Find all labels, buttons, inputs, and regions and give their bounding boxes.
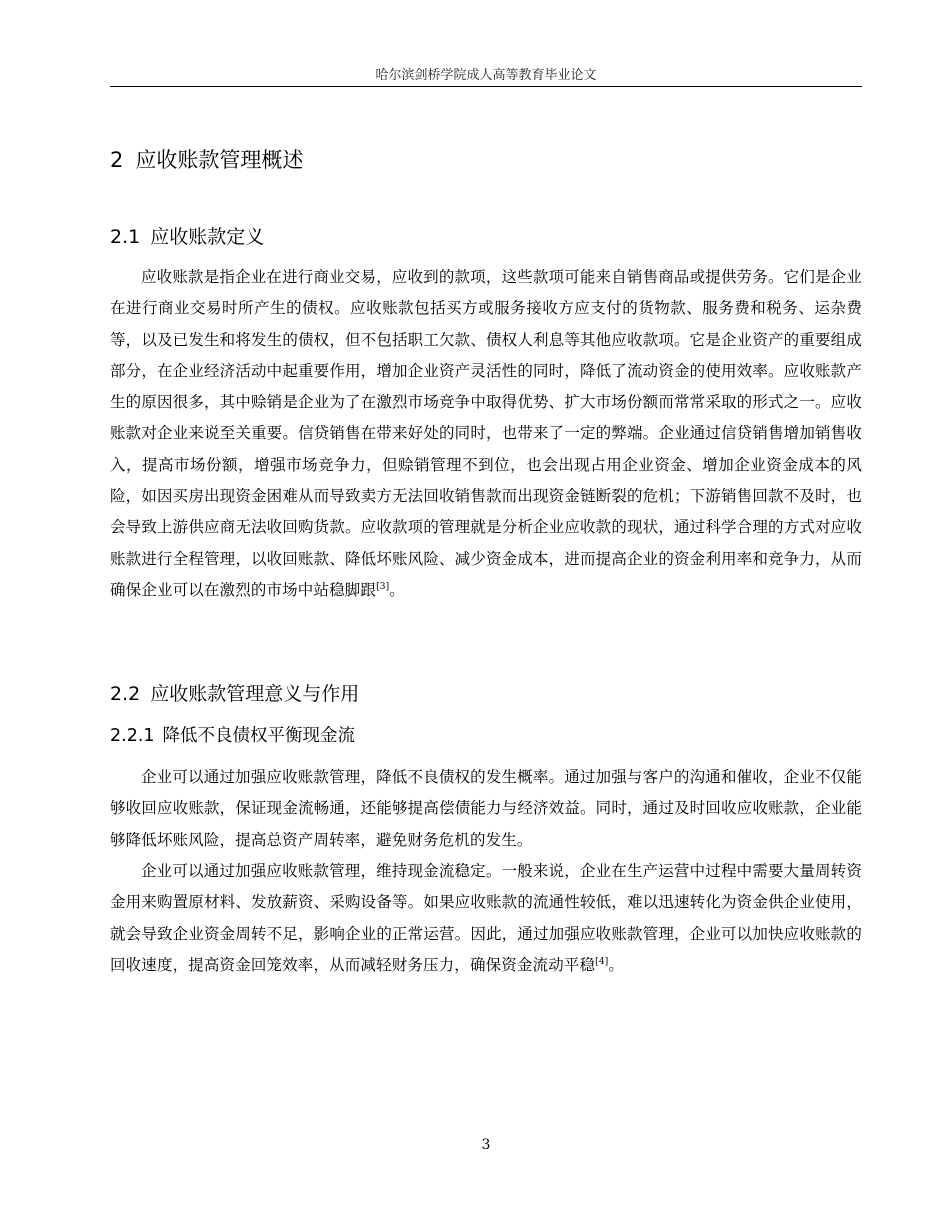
paragraph-end: 。 [389,580,405,599]
subsection-heading-2-2-1 [110,724,355,748]
bad-debt-paragraph [110,762,862,856]
section-title: 应收账款管理意义与作用 [150,683,360,705]
paragraph-end: 。 [608,955,625,974]
paragraph-text: 企业可以通过加强应收账款管理，降低不良债权的发生概率。通过加强与客户的沟通和催收，企业不仅能够收回应收账款，保证现金流畅通，还能够提高偿债能力与经济效益。同时，通过及时回收应收账款，企业能够降低坏账风险，提高总资产周转率，避免财务危机的发生。 [110,768,862,849]
subsection-title: 降低不良债权平衡现金流 [162,726,356,746]
section-heading-2-2 [110,681,359,707]
subsection-number: 2.2.1 [110,726,155,746]
citation-ref: [4] [595,956,609,967]
paragraph-text: 企业可以通过加强应收账款管理，维持现金流稳定。一般来说，企业在生产运营中过程中需要大量周转资金用来购置原材料、发放薪资、采购设备等。如果应收账款的流通性较低，难以迅速转化为资金供企业使用，就会导致企业资金周转不足，影响企业的正常运营。因此，通过加强应收账款管理，企业可以加快应收账款的回收速度，提高资金回笼效率，从而减轻财务压力，确保资金流动平稳 [110,862,862,974]
paragraph-text: 应收账款是指企业在进行商业交易，应收到的款项，这些款项可能来自销售商品或提供劳务。它们是企业在进行商业交易时所产生的债权。应收账款包括买方或服务接收方应支付的货物款、服务费和税务、运杂费等，以及已发生和将发生的债权，但不包括职工欠款、债权人利息等其他应收款项。它是企业资产的重要组成部分，在企业经济活动中起重要作用，增加企业资产灵活性的同时，降低了流动资金的使用效率。应收账款产生的原因很多，其中赊销是企业为了在激烈市场竞争中取得优势、扩大市场份额而常常采取的形式之一。应收账款对企业来说至关重要。信贷销售在带来好处的同时，也带来了一定的弊端。企业通过信贷销售增加销售收入，提高市场份额，增强市场竞争力，但赊销管理不到位，也会出现占用企业资金、增加企业资金成本的风险，如因买房出现资金困难从而导致卖方无法回收销售款而出现资金链断裂的危机；下游销售回款不及时，也会导致上游供应商无法收回购货款。应收款项的管理就是分析企业应收款的现状，通过科学合理的方式对应收账款进行全程管理，以收回账款、降低坏账风险、减少资金成本，进而提高企业的资金利用率和竞争力，从而确保企业可以在激烈的市场中站稳脚跟 [110,268,862,599]
section-title: 应收账款定义 [150,226,265,248]
section-heading-2-1 [110,224,264,250]
chapter-title: 应收账款管理概述 [135,148,304,172]
section-number: 2.1 [110,226,141,248]
chapter-number: 2 [110,148,124,172]
definition-paragraph [110,262,862,606]
cash-flow-paragraph [110,856,862,981]
page-number: 3 [481,1137,491,1153]
section-number: 2.2 [110,683,141,705]
citation-ref: [3] [376,581,390,592]
header-rule [110,86,862,87]
chapter-heading [110,146,303,174]
running-header: 哈尔滨剑桥学院成人高等教育毕业论文 [375,68,597,83]
